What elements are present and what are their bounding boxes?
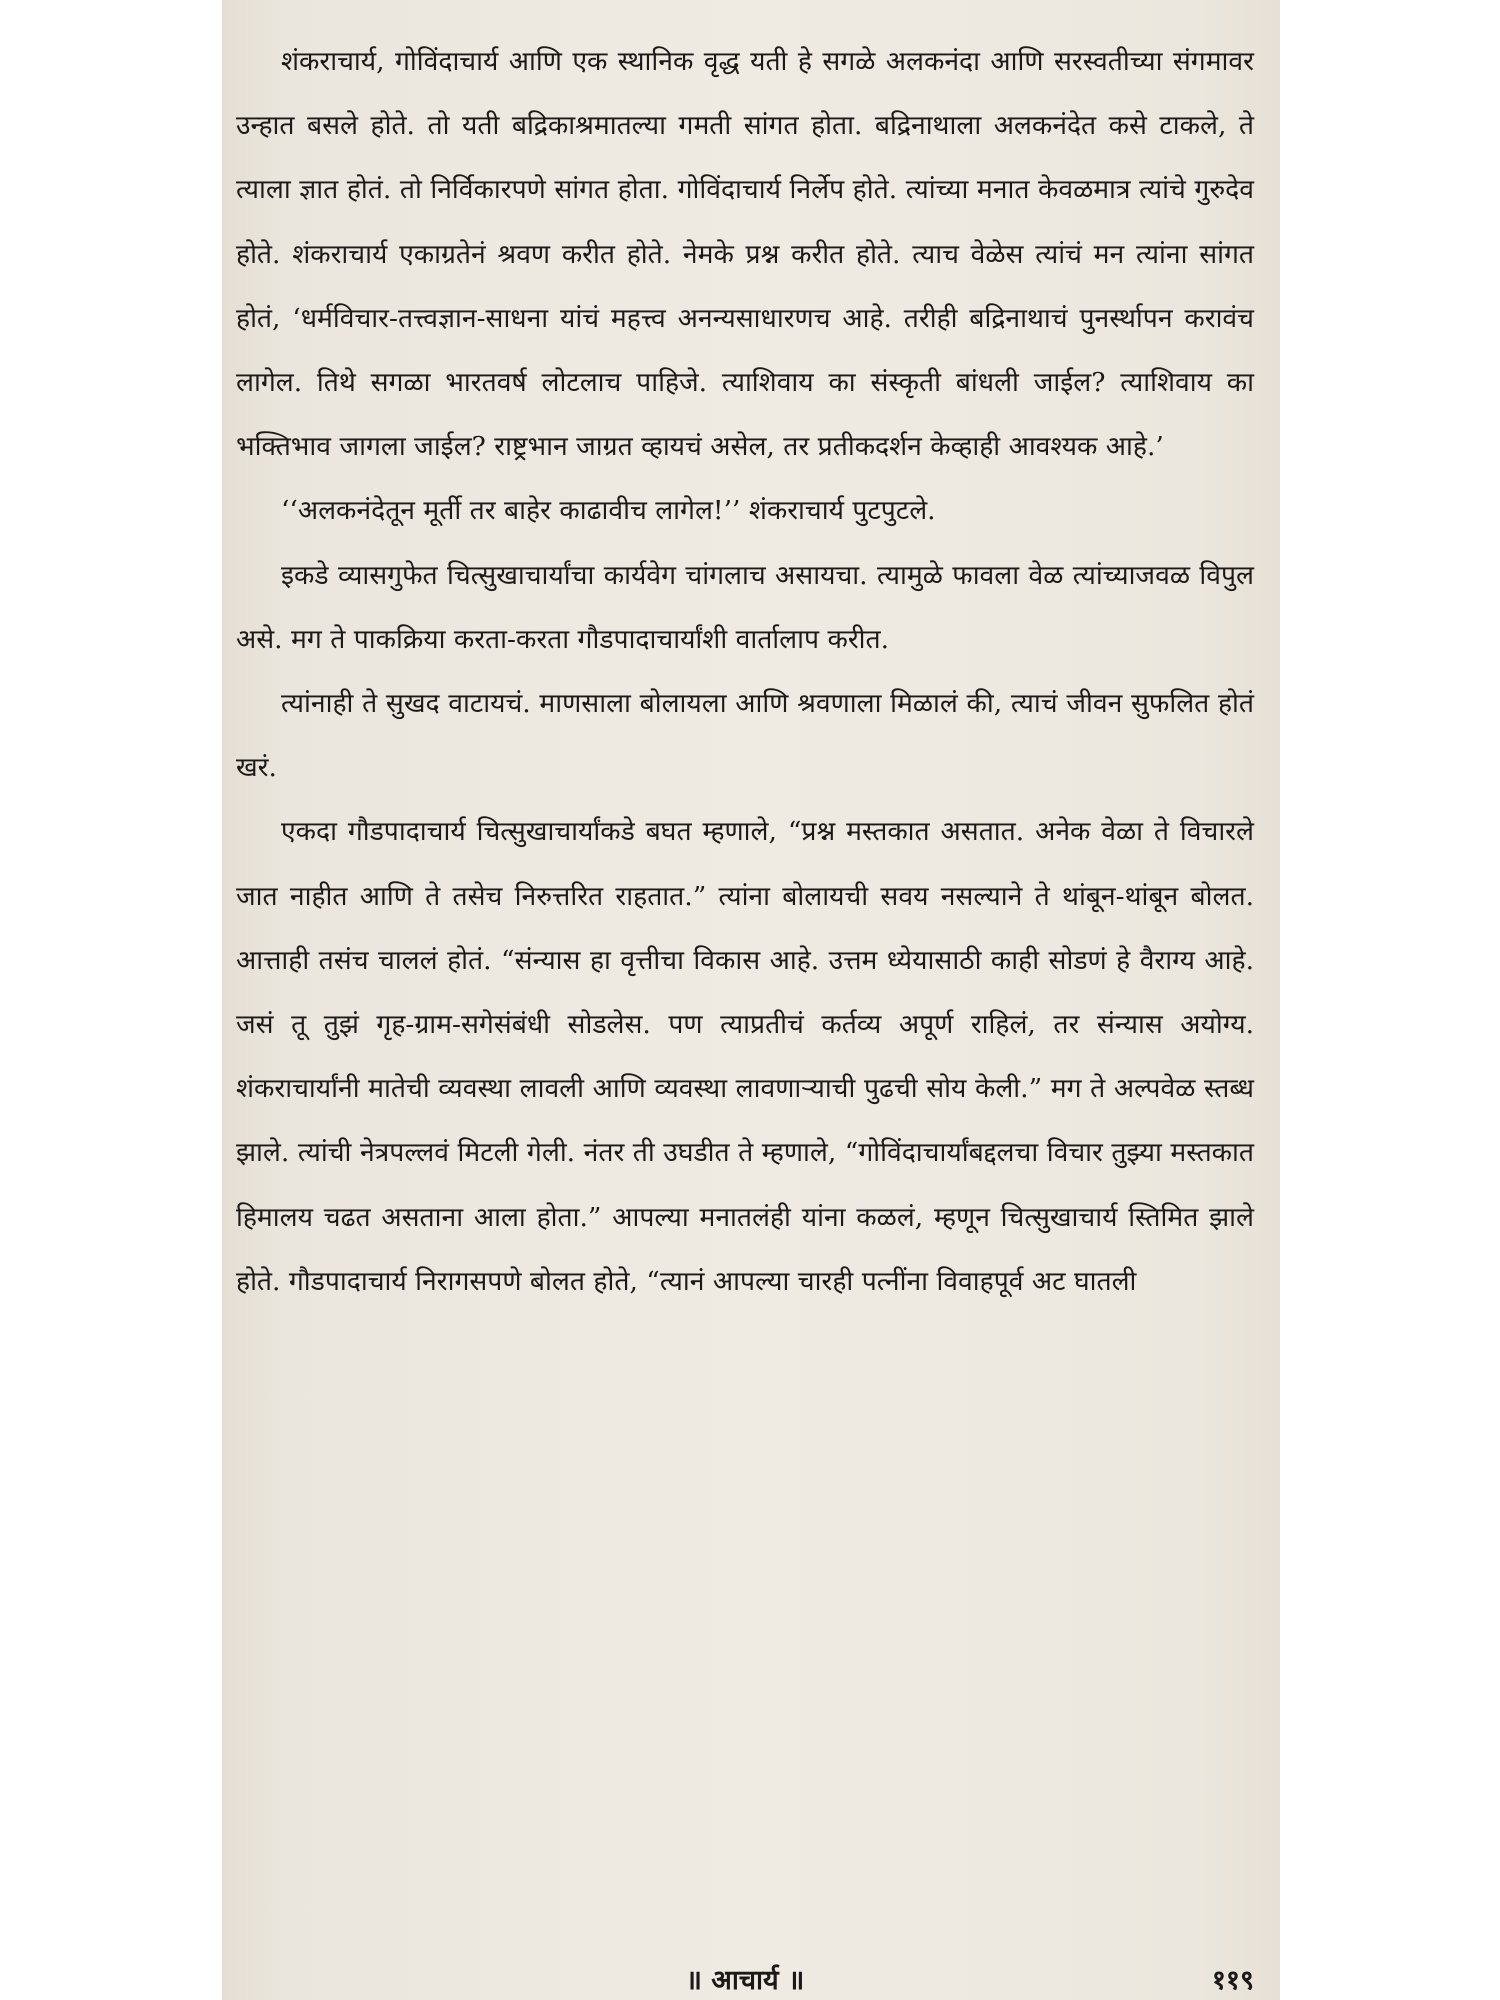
page-number: ११९ [1211, 1965, 1254, 1996]
paragraph-5: एकदा गौडपादाचार्य चित्सुखाचार्यांकडे बघत म्हणाले, “प्रश्न मस्तकात असतात. अनेक वेळा ते विचारले जात नाहीत आणि ते तसेच निरुत्तरित राहतात.” त्यांना बोलायची सवय नसल्याने ते थांबून-थांबून बोलत. आत्ताही तसंच चाललं होतं. “संन्यास हा वृत्तीचा विकास आहे. उत्तम ध्येयासाठी काही सोडणं हे वैराग्य आहे. जसं तू तुझं गृह-ग्राम-सगेसंबंधी सोडलेस. पण त्याप्रतीचं कर्तव्य अपूर्ण राहिलं, तर संन्यास अयोग्य. शंकराचार्यांनी मातेची व्यवस्था लावली आणि व्यवस्था लावणाऱ्याची पुढची सोय केली.” मग ते अल्पवेळ स्तब्ध झाले. त्यांची नेत्रपल्लवं मिटली गेली. नंतर ती उघडीत ते म्हणाले, “गोविंदाचार्यांबद्दलचा विचार तुझ्या मस्तकात हिमालय चढत असताना आला होता.” आपल्या मनातलंही यांना कळलं, म्हणून चित्सुखाचार्य स्तिमित झाले होते. गौडपादाचार्य निरागसपणे बोलत होते, “त्यानं आपल्या चारही पत्नींना विवाहपूर्व अट घातली [236, 816, 1254, 1297]
book-page [222, 0, 1280, 2000]
running-title: ॥ आचार्य ॥ [685, 1965, 805, 1996]
page-body [236, 30, 1254, 1314]
paragraph-3: इकडे व्यासगुफेत चित्सुखाचार्यांचा कार्यवेग चांगलाच असायचा. त्यामुळे फावला वेळ त्यांच्याजवळ विपुल असे. मग ते पाकक्रिया करता-करता गौडपादाचार्यांशी वार्तालाप करीत. [236, 559, 1254, 655]
paragraph-1: शंकराचार्य, गोविंदाचार्य आणि एक स्थानिक वृद्ध यती हे सगळे अलकनंदा आणि सरस्वतीच्या संगमावर उन्हात बसले होते. तो यती बद्रिकाश्रमातल्या गमती सांगत होता. बद्रिनाथाला अलकनंदेत कसे टाकले, ते त्याला ज्ञात होतं. तो निर्विकारपणे सांगत होता. गोविंदाचार्य निर्लेप होते. त्यांच्या मनात केवळमात्र त्यांचे गुरुदेव होते. शंकराचार्य एकाग्रतेनं श्रवण करीत होते. नेमके प्रश्न करीत होते. त्याच वेळेस त्यांचं मन त्यांना सांगत होतं, ‘धर्मविचार-तत्त्वज्ञान-साधना यांचं महत्त्व अनन्यसाधारणच आहे. तरीही बद्रिनाथाचं पुनर्स्थापन करावंच लागेल. तिथे सगळा भारतवर्ष लोटलाच पाहिजे. त्याशिवाय का संस्कृती बांधली जाईल? त्याशिवाय का भक्तिभाव जागला जाईल? राष्ट्रभान जाग्रत व्हायचं असेल, तर प्रतीकदर्शन केव्हाही आवश्यक आहे.’ [236, 46, 1254, 463]
page-footer [236, 1960, 1254, 2000]
paragraph-4: त्यांनाही ते सुखद वाटायचं. माणसाला बोलायला आणि श्रवणाला मिळालं की, त्याचं जीवन सुफलित होतं खरं. [236, 688, 1254, 784]
paragraph-2: ‘‘अलकनंदेतून मूर्ती तर बाहेर काढावीच लागेल!’’ शंकराचार्य पुटपुटले. [281, 495, 936, 527]
